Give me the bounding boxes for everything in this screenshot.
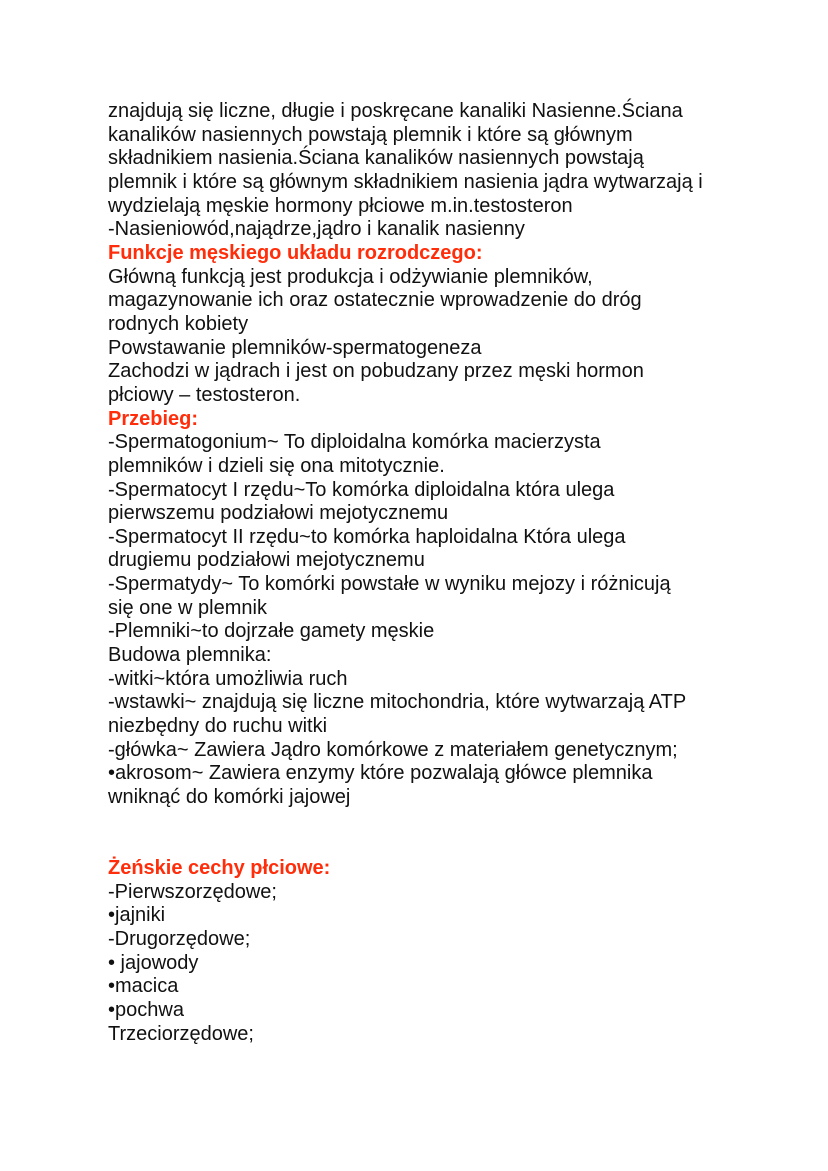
text-line: Trzeciorzędowe; — [108, 1022, 254, 1045]
text-line: Zachodzi w jądrach i jest on pobudzany przez męski hormon — [108, 360, 644, 383]
blank-line — [108, 810, 703, 834]
document-page — [108, 100, 703, 1046]
text-line: wniknąć do komórki jajowej — [108, 786, 351, 809]
text-line: niezbędny do ruchu witki — [108, 715, 328, 738]
text-line: -witki~która umożliwia ruch — [108, 667, 348, 690]
text-line: magazynowanie ich oraz ostatecznie wprowadzenie do dróg — [108, 289, 642, 312]
text-line: wydzielają męskie hormony płciowe m.in.testosteron — [108, 194, 573, 217]
text-line: •akrosom~ Zawiera enzymy które pozwalają główce plemnika — [108, 762, 653, 785]
blank-line — [108, 833, 703, 857]
text-line: -Spermatocyt II rzędu~to komórka haploidalna Która ulega — [108, 525, 626, 548]
text-line: składnikiem nasienia.Ściana kanalików nasiennych powstają — [108, 147, 644, 170]
text-line: -Drugorzędowe; — [108, 927, 251, 950]
text-line: -Spermatydy~ To komórki powstałe w wyniku mejozy i różnicują — [108, 573, 671, 596]
text-line: • jajowody — [108, 951, 199, 974]
text-line: -Spermatogonium~ To diploidalna komórka macierzysta — [108, 431, 601, 454]
text-line: znajdują się liczne, długie i poskręcane kanaliki Nasienne.Ściana — [108, 100, 683, 122]
text-line: •pochwa — [108, 998, 184, 1021]
text-line: Budowa plemnika: — [108, 644, 272, 667]
text-line: plemników i dzieli się ona mitotycznie. — [108, 454, 445, 477]
text-line: -Nasieniowód,najądrze,jądro i kanalik nasienny — [108, 218, 525, 241]
text-line: plemnik i które są głównym składnikiem nasienia jądra wytwarzają i — [108, 170, 703, 193]
text-line: -Spermatocyt I rzędu~To komórka diploidalna która ulega — [108, 478, 615, 501]
text-line: •macica — [108, 975, 179, 998]
text-line: Główną funkcją jest produkcja i odżywianie plemników, — [108, 265, 593, 288]
section-heading: Żeńskie cechy płciowe: — [108, 856, 331, 879]
text-line: pierwszemu podziałowi mejotycznemu — [108, 502, 449, 525]
text-line: drugiemu podziałowi mejotycznemu — [108, 549, 425, 572]
section-heading: Przebieg: — [108, 407, 199, 430]
text-line: Powstawanie plemników-spermatogeneza — [108, 336, 482, 359]
text-line: -główka~ Zawiera Jądro komórkowe z materiałem genetycznym; — [108, 738, 678, 761]
text-line: -Plemniki~to dojrzałe gamety męskie — [108, 620, 435, 643]
text-line: rodnych kobiety — [108, 312, 249, 335]
text-line: się one w plemnik — [108, 596, 267, 619]
section-heading: Funkcje męskiego układu rozrodczego: — [108, 241, 483, 264]
text-line: -wstawki~ znajdują się liczne mitochondria, które wytwarzają ATP — [108, 691, 687, 714]
text-line: -Pierwszorzędowe; — [108, 880, 277, 903]
text-line: płciowy – testosteron. — [108, 383, 301, 406]
text-line: •jajniki — [108, 904, 166, 927]
text-line: kanalików nasiennych powstają plemnik i które są głównym — [108, 123, 633, 146]
